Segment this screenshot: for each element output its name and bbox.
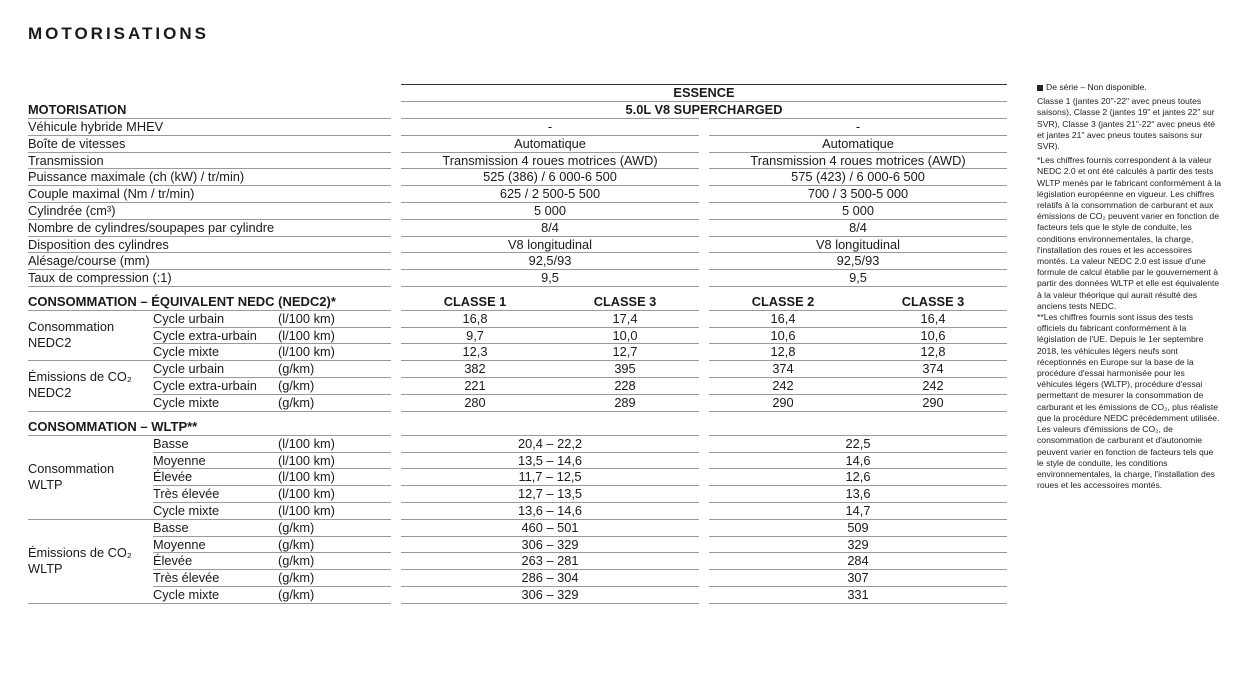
cycle-label: Élevée	[153, 469, 193, 485]
cycle-label: Cycle mixte	[153, 394, 220, 410]
spec-value: 92,5/93	[528, 253, 572, 269]
cycle-label: Cycle extra-urbain	[153, 327, 257, 343]
spec-value: 5 000	[533, 203, 567, 218]
spec-label: Couple maximal (Nm / tr/min)	[28, 186, 195, 202]
class-header: CLASSE 1	[443, 294, 507, 309]
spec-value: V8 longitudinal	[508, 236, 592, 252]
spec-value: -	[547, 119, 553, 134]
spec-label: Véhicule hybride MHEV	[28, 119, 164, 134]
cycle-label: Élevée	[153, 553, 193, 569]
table-cell: 11,7 – 12,5	[518, 469, 582, 485]
legend-note: De série – Non disponible.	[1046, 82, 1147, 92]
table-cell: 13,6 – 14,6	[517, 503, 583, 518]
engine-header: 5.0L V8 SUPERCHARGED	[625, 102, 783, 117]
wltp-note: **Les chiffres fournis sont issus des tests officiels du fabricant conformément à la législation de l'UE. Depuis le 1er septembre 2018, les véhicules légers neufs sont réceptionnés en Europe sur la base de la procédure d'essai harmonisée pour les véhicules légers (WLTP), procédure d'essai permettant de mesurer la consommation de carburant et les émissions de CO₂, plus réaliste que la procédure NEDC précédemment utilisée. Les valeurs d'émissions de CO₂, de consommation de carburant et d'autonomie peuvent varier en fonction de facteurs tels que le style de conduite, les conditions environnementales, la charge, l'installation des roues et les accessoires montés.	[1037, 312, 1220, 491]
unit-label: (l/100 km)	[278, 469, 335, 485]
unit-label: (g/km)	[278, 361, 315, 377]
unit-label: (l/100 km)	[278, 503, 335, 518]
table-cell: 10,6	[770, 327, 796, 343]
cycle-label: Cycle urbain	[153, 361, 225, 377]
table-cell: 289	[614, 394, 636, 410]
section-title-nedc: CONSOMMATION – ÉQUIVALENT NEDC (NEDC2)*	[28, 294, 336, 309]
class-header: CLASSE 2	[751, 294, 815, 309]
cycle-label: Basse	[153, 435, 189, 451]
group-label: Émissions de CO₂	[28, 369, 132, 385]
table-cell: 16,4	[770, 310, 796, 326]
group-label: WLTP	[28, 560, 63, 576]
cycle-label: Cycle urbain	[153, 310, 225, 326]
table-cell: 307	[847, 570, 869, 586]
unit-label: (l/100 km)	[278, 486, 335, 502]
spec-label: Puissance maximale (ch (kW) / tr/min)	[28, 169, 245, 185]
row-divider	[401, 411, 699, 412]
fuel-header: ESSENCE	[673, 85, 735, 100]
row-divider	[28, 603, 391, 604]
class-header: CLASSE 3	[901, 294, 965, 309]
table-cell: 329	[847, 536, 869, 552]
classes-note: Classe 1 (jantes 20"-22" avec pneus toutes saisons), Classe 2 (jantes 19" et jantes 22" sur SVR), Classe 3 (jantes 21"-22" avec pneus été et jantes 21" avec pneus toutes saisons sur SVR).	[1037, 96, 1216, 152]
spec-value: 9,5	[541, 270, 559, 286]
table-cell: 382	[464, 361, 486, 377]
table-cell: 286 – 304	[521, 570, 579, 586]
spec-value: 525 (386) / 6 000-6 500	[483, 169, 617, 185]
cycle-label: Cycle mixte	[153, 587, 220, 602]
spec-label: Disposition des cylindres	[28, 236, 169, 252]
table-cell: 12,3	[462, 344, 488, 360]
unit-label: (g/km)	[278, 519, 315, 535]
table-cell: 306 – 329	[521, 587, 579, 602]
spec-label: Boîte de vitesses	[28, 135, 126, 151]
table-cell: 331	[847, 587, 869, 602]
table-cell: 10,0	[612, 327, 638, 343]
table-cell: 242	[772, 378, 794, 393]
cycle-label: Basse	[153, 519, 189, 535]
spec-value: Transmission 4 roues motrices (AWD)	[442, 152, 658, 168]
spec-value: 625 / 2 500-5 500	[499, 186, 601, 202]
unit-label: (g/km)	[278, 570, 315, 586]
group-label: NEDC2	[28, 385, 72, 401]
table-cell: 9,7	[466, 327, 484, 343]
table-cell: 395	[614, 361, 636, 377]
unit-label: (g/km)	[278, 378, 315, 393]
spec-value: Transmission 4 roues motrices (AWD)	[750, 152, 966, 168]
table-cell: 290	[772, 394, 794, 410]
spec-label: Cylindrée (cm³)	[28, 203, 116, 218]
spec-label: Nombre de cylindres/soupapes par cylindre	[28, 219, 275, 235]
table-cell: 460 – 501	[521, 519, 579, 535]
table-cell: 242	[922, 378, 944, 393]
group-label: WLTP	[28, 476, 63, 492]
unit-label: (g/km)	[278, 553, 315, 569]
spec-value: 8/4	[849, 219, 867, 235]
cycle-label: Moyenne	[153, 452, 206, 468]
row-divider	[28, 286, 391, 287]
unit-label: (l/100 km)	[278, 344, 335, 360]
row-divider	[709, 286, 1007, 287]
group-label: Consommation	[28, 319, 115, 334]
spec-label: Transmission	[28, 152, 104, 168]
section-title-wltp: CONSOMMATION – WLTP**	[28, 419, 198, 434]
table-cell: 16,4	[920, 310, 946, 326]
table-cell: 14,7	[845, 503, 871, 518]
table-cell: 221	[464, 378, 486, 393]
row-divider	[709, 411, 1007, 412]
row-divider	[28, 435, 391, 436]
cycle-label: Cycle mixte	[153, 503, 220, 518]
cycle-label: Cycle extra-urbain	[153, 378, 257, 393]
table-cell: 16,8	[462, 310, 488, 326]
table-cell: 13,6	[845, 486, 871, 502]
unit-label: (l/100 km)	[278, 310, 335, 326]
group-label: Émissions de CO₂	[28, 544, 132, 560]
table-cell: 12,8	[770, 344, 796, 360]
spec-value: -	[855, 119, 861, 134]
table-cell: 228	[614, 378, 636, 393]
cycle-label: Très élevée	[153, 570, 220, 586]
table-cell: 12,8	[920, 344, 946, 360]
spec-value: 8/4	[541, 219, 559, 235]
table-cell: 12,7	[612, 344, 638, 360]
row-divider	[28, 519, 391, 520]
motorisation-header: MOTORISATION	[28, 102, 127, 117]
group-label: Consommation	[28, 460, 115, 476]
table-cell: 13,5 – 14,6	[517, 452, 583, 468]
spec-value: 9,5	[849, 270, 867, 286]
group-label: NEDC2	[28, 335, 72, 350]
standard-square-icon	[1037, 85, 1043, 91]
unit-label: (l/100 km)	[278, 452, 335, 468]
table-cell: 17,4	[612, 310, 638, 326]
table-cell: 10,6	[920, 327, 946, 343]
cycle-label: Très élevée	[153, 486, 220, 502]
class-header: CLASSE 3	[593, 294, 657, 309]
table-cell: 20,4 – 22,2	[517, 435, 583, 451]
spec-value: 700 / 3 500-5 000	[807, 186, 909, 202]
row-divider	[401, 603, 699, 604]
table-cell: 12,7 – 13,5	[517, 486, 583, 502]
row-divider	[28, 411, 391, 412]
table-cell: 284	[847, 553, 869, 569]
spec-value: Automatique	[514, 135, 586, 151]
cycle-label: Moyenne	[153, 536, 206, 552]
table-cell: 374	[922, 361, 944, 377]
spec-label: Taux de compression (:1)	[28, 270, 172, 286]
unit-label: (g/km)	[278, 536, 315, 552]
table-cell: 263 – 281	[521, 553, 579, 569]
spec-value: V8 longitudinal	[816, 236, 900, 252]
spec-label: Alésage/course (mm)	[28, 253, 150, 269]
nedc-note: *Les chiffres fournis correspondent à la valeur NEDC 2.0 et ont été calculés à partir des tests WLTP menés par le fabricant conformément à la législation européenne en vigueur. Les chiffres relatifs à la consommation de carburant et aux émissions de CO₂ peuvent varier en fonction de facteurs tels que le style de conduite, les conditions environnementales, la charge, l'installation des roues et les accessoires montés. La valeur NEDC 2.0 est issue d'une formule de calcul établie par le gouvernement à partir des données WLTP et elle est équivalente à la valeur théorique qui aurait résulté des anciens tests NEDC.	[1037, 155, 1222, 311]
table-cell: 306 – 329	[521, 536, 579, 552]
spec-value: 575 (423) / 6 000-6 500	[791, 169, 925, 185]
table-cell: 290	[922, 394, 944, 410]
unit-label: (g/km)	[278, 587, 315, 602]
table-cell: 374	[772, 361, 794, 377]
footnotes	[1037, 82, 1222, 494]
table-cell: 12,6	[845, 469, 871, 485]
unit-label: (l/100 km)	[278, 435, 335, 451]
page-title: MOTORISATIONS	[28, 24, 209, 43]
unit-label: (g/km)	[278, 394, 315, 410]
spec-value: Automatique	[822, 135, 894, 151]
unit-label: (l/100 km)	[278, 327, 335, 343]
table-cell: 22,5	[845, 435, 871, 451]
spec-value: 5 000	[841, 203, 875, 218]
row-divider	[709, 603, 1007, 604]
table-cell: 509	[847, 519, 869, 535]
spec-value: 92,5/93	[836, 253, 880, 269]
row-divider	[401, 286, 699, 287]
table-cell: 280	[464, 394, 486, 410]
table-cell: 14,6	[845, 452, 871, 468]
cycle-label: Cycle mixte	[153, 344, 220, 360]
